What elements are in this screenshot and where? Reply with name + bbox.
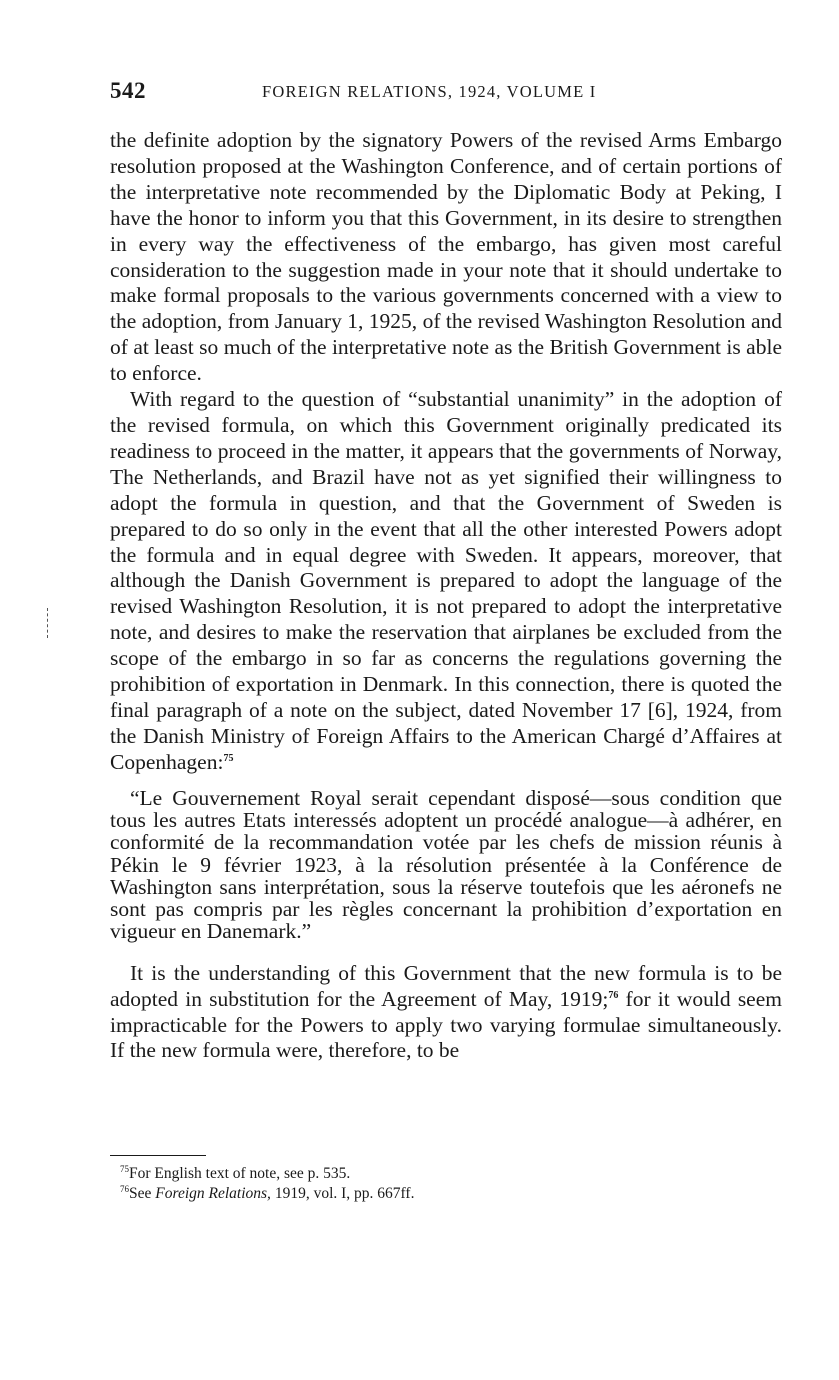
paragraph-3-text-a: It is the understanding of this Government that the new formula is to be adopted in substitution for the Agreement of May, 1919;	[110, 960, 782, 1011]
footnote-ref-75: 75	[223, 752, 234, 764]
body-text	[110, 128, 782, 1064]
footnote-76	[120, 1184, 780, 1204]
footnote-number: 76	[120, 1183, 129, 1194]
footnote-text: For English text of note, see p. 535.	[129, 1165, 351, 1182]
paragraph-3-text-b: for it would seem impracticable for the Powers to apply two varying formulae simultaneously. If the new formula were, therefore, to be	[110, 986, 782, 1063]
footnote-text-a: See	[129, 1185, 156, 1202]
paragraph-1: the definite adoption by the signatory Powers of the revised Arms Embargo resolution proposed at the Washington Conference, and of certain portions of the interpretative note recommended by the Diplomatic Body at Peking, I have the honor to inform you that this Government, in its desire to strengthen in every way the effectiveness of the embargo, has given most careful consideration to the suggestion made in your note that it should undertake to make formal proposals to the various governments concerned with a view to the adoption, from January 1, 1925, of the revised Washington Resolution and of at least so much of the interpretative note as the British Government is able to enforce.	[110, 128, 782, 386]
page-header	[110, 76, 782, 108]
margin-mark	[47, 608, 48, 638]
footnote-75	[120, 1164, 780, 1184]
footnote-number: 75	[120, 1163, 129, 1174]
page-number: 542	[110, 78, 146, 103]
footnote-text-b: 1919, vol. I, pp. 667ff.	[270, 1185, 415, 1202]
footnote-rule	[110, 1155, 206, 1156]
paragraph-2-text: With regard to the question of “substantial unanimity” in the adoption of the revised formula, on which this Government originally predicated its readiness to proceed in the matter, it appears that the governments of Norway, The Netherlands, and Brazil have not as yet signified their willingness to adopt the formula in question, and that the Government of Sweden is prepared to do so only in the event that all the other interested Powers adopt the formula and in equal degree with Sweden. It appears, moreover, that although the Danish Government is prepared to adopt the language of the revised Washington Resolution, it is not prepared to adopt the interpretative note, and desires to make the reservation that airplanes be excluded from the scope of the embargo in so far as concerns the regulations governing the prohibition of exportation in Denmark. In this connection, there is quoted the final paragraph of a note on the subject, dated November 17 [6], 1924, from the Danish Ministry of Foreign Affairs to the American Chargé d’Affaires at Copenhagen:	[110, 387, 782, 774]
running-head: FOREIGN RELATIONS, 1924, VOLUME I	[262, 82, 597, 101]
footnote-ref-76: 76	[608, 989, 619, 1001]
paragraph-3	[110, 961, 782, 1065]
french-quotation: “Le Gouvernement Royal serait cependant disposé—sous condition que tous les autres Etats interessés adoptent un procédé analogue—à adhérer, en conformité de la recommandation votée par les chefs de mission réunis à Pékin le 9 février 1923, à la résolution présentée à la Conférence de Washington sans interprétation, sous la réserve toutefois que les aéronefs ne sont pas compris par les règles concernant la prohibition d’exportation en vigueur en Danemark.”	[110, 785, 782, 944]
paragraph-2	[110, 387, 782, 776]
footnotes	[120, 1164, 780, 1204]
footnote-publication-title: Foreign Relations,	[155, 1185, 271, 1202]
